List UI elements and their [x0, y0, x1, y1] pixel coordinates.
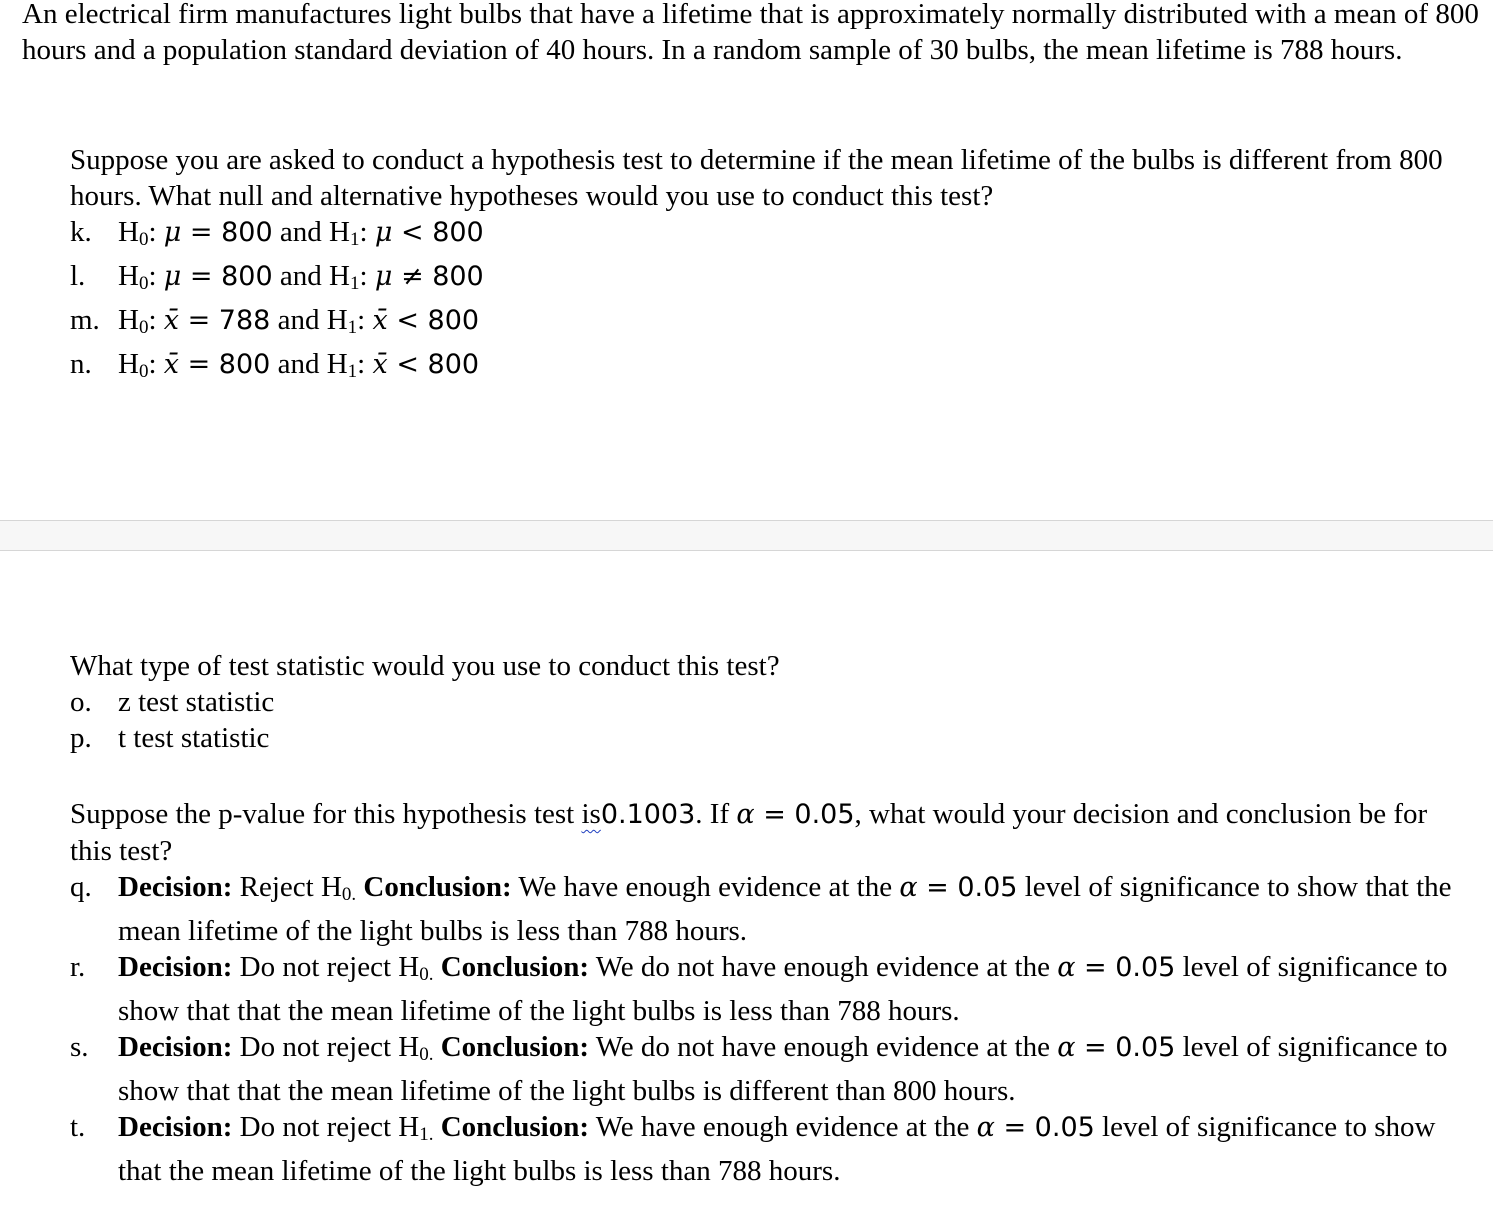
- statistic-option: [70, 720, 1470, 756]
- decision-text: Do not reject H: [239, 1111, 420, 1143]
- option-letter: l.: [70, 260, 86, 292]
- option-letter: q.: [70, 871, 92, 903]
- decision-label: Decision:: [118, 1111, 233, 1143]
- option-letter: m.: [70, 304, 100, 336]
- decision-option: s. Decision: Do not reject $H_{0.}$ Conclusion: We do not have enough evidence at the α = 0.05 level of significance to show that that the mean lifetime of the light bulbs is different than 800 hours.: [70, 1031, 1448, 1107]
- hypothesis-option: m. $H_0$: x̄ = 788 and $H_1$: x̄ < 800: [70, 304, 480, 338]
- decision-label: Decision:: [118, 871, 233, 903]
- option-letter: t.: [70, 1111, 86, 1143]
- question-decision-text: Suppose the p-value for this hypothesis test is0.1003. If α = 0.05, what would your decision and conclusion be for this test?: [70, 798, 1428, 867]
- hypothesis-option: l. $H_0$: μ = 800 and $H_1$: μ ≠ 800: [70, 260, 484, 294]
- decision-text: Do not reject H: [239, 1031, 420, 1063]
- statistic-option: [70, 684, 1470, 720]
- conclusion-label: Conclusion:: [440, 1031, 589, 1063]
- question-hypotheses-text: Suppose you are asked to conduct a hypothesis test to determine if the mean lifetime of the bulbs is different from 800 hours. What null and alternative hypotheses would you use to conduct this test?: [70, 144, 1443, 212]
- hypothesis-option: n. $H_0$: x̄ = 800 and $H_1$: x̄ < 800: [70, 348, 480, 382]
- spellcheck-underline: is: [581, 798, 601, 830]
- conclusion-label: Conclusion:: [440, 1111, 589, 1143]
- decision-option: q. Decision: Reject $H_{0.}$ Conclusion: We have enough evidence at the α = 0.05 level of significance to show that the mean lifetime of the light bulbs is less than 788 hours.: [70, 871, 1452, 947]
- problem-intro: An electrical firm manufactures light bulbs that have a lifetime that is approximately normally distributed with a mean of 800 hours and a population standard deviation of 40 hours. In a random sample of 30 bulbs, the mean lifetime is 788 hours.: [22, 0, 1479, 66]
- question-decision: [70, 796, 1470, 1189]
- decision-label: Decision:: [118, 1031, 233, 1063]
- decision-label: Decision:: [118, 951, 233, 983]
- decision-text: Reject H: [239, 871, 342, 903]
- conclusion-label: Conclusion:: [363, 871, 512, 903]
- conclusion-label: Conclusion:: [440, 951, 589, 983]
- option-text: z test statistic: [118, 686, 275, 718]
- decision-text: Do not reject H: [239, 951, 420, 983]
- question-hypotheses: [70, 142, 1470, 390]
- option-letter: p.: [70, 722, 92, 754]
- decision-option: r. Decision: Do not reject $H_{0.}$ Conclusion: We do not have enough evidence at the α = 0.05 level of significance to show that that the mean lifetime of the light bulbs is less than 788 hours.: [70, 951, 1448, 1027]
- question-test-statistic-text: What type of test statistic would you use to conduct this test?: [70, 650, 780, 682]
- option-letter: r.: [70, 951, 86, 983]
- option-text: t test statistic: [118, 722, 270, 754]
- option-letter: k.: [70, 216, 92, 248]
- hypothesis-option: k. $H_0$: μ = 800 and $H_1$: μ < 800: [70, 216, 484, 250]
- option-letter: n.: [70, 348, 92, 380]
- option-letter: o.: [70, 686, 92, 718]
- decision-option: t. Decision: Do not reject $H_{1.}$ Conclusion: We have enough evidence at the α = 0.05 level of significance to show that the mean lifetime of the light bulbs is less than 788 hours.: [70, 1111, 1436, 1187]
- section-divider: [0, 520, 1493, 551]
- question-test-statistic: [70, 648, 1470, 756]
- option-letter: s.: [70, 1031, 89, 1063]
